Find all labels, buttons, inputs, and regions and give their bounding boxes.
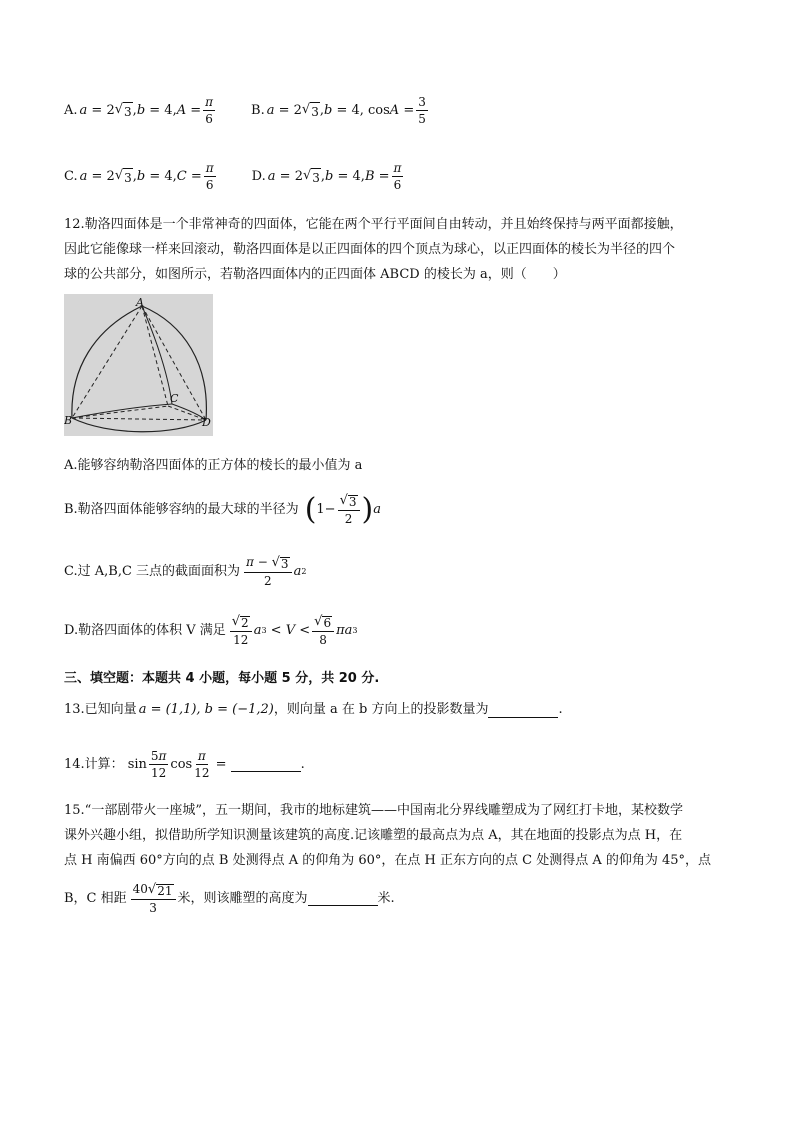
reuleaux-tetrahedron-figure (64, 294, 213, 436)
q12-option-c-prefix: C.过 A,B,C 三点的截面面积为 (64, 563, 241, 579)
q11-options-row-2 (64, 162, 405, 191)
q12-stem-line-1: 12.勒洛四面体是一个非常神奇的四面体，它能在两个平行平面间自由转动，并且始终保持与两平面都接触， (64, 217, 683, 232)
q12-stem-line-3: 球的公共部分，如图所示，若勒洛四面体内的正四面体 ABCD 的棱长为 a，则（ ） (64, 267, 566, 282)
q15-answer-blank[interactable] (308, 891, 378, 906)
q11-options-row-1 (64, 96, 430, 125)
q11-option-d-label: D. (251, 168, 266, 184)
q12-stem-line-2: 因此它能像球一样来回滚动，勒洛四面体是以正四面体的四个顶点为球心，以正四面体的棱长为半径的四个 (64, 242, 676, 257)
q15-line-3: 点 H 南偏西 60°方向的点 B 处测得点 A 的仰角为 60°，在点 H 正东方向的点 C 处测得点 A 的仰角为 45°，点 (64, 853, 712, 868)
q11-option-a-label: A. (64, 102, 78, 118)
q12-option-b: B.勒洛四面体能够容纳的最大球的半径为 ( 1− √ 3 2 ) a (64, 491, 381, 527)
q11-option-b-label: B. (251, 102, 265, 118)
q13-expr: a = (1,1), b = (−1,2) (138, 702, 274, 717)
q15-line-4-suffix: 米，则该雕塑的高度为 (177, 890, 308, 906)
reuleaux-figure-svg (64, 294, 213, 436)
q13-prefix: 13.已知向量 (64, 702, 137, 717)
q15-line-4: B，C 相距 40 √ 21 3 米，则该雕塑的高度为 米. (64, 882, 395, 915)
q11-option-b: B. a = 2 √ 3 , b = 4, cos A = $\frac{3}{5}$ (251, 95, 426, 126)
q11-a-pi: π (205, 95, 214, 109)
q11-option-c-label: C. (64, 168, 78, 184)
figure-label-b: B (64, 414, 73, 427)
q11-option-d: D. a = 2 √ 3 , b = 4, B = $\frac{\pi}{6}$ (251, 161, 402, 192)
q11-option-c: C. a = 2 √ 3 , b = 4, C = $\frac{\pi}{6}$ (64, 161, 214, 192)
q12-option-c: C.过 A,B,C 三点的截面面积为 π − √ 3 2 a 2 (64, 555, 307, 588)
q14-answer-blank[interactable] (231, 757, 301, 772)
q15-line-1: 15.“一部剧带火一座城”，五一期间，我市的地标建筑——中国南北分界线雕塑成为了网红打卡地，某校数学 (64, 803, 683, 818)
q12-option-d: D.勒洛四面体的体积 V 满足 √ 2 12 a 3 < V < √ 6 8 πa 3 (64, 614, 358, 647)
figure-label-d: D (202, 416, 211, 429)
q15-line-4-prefix: B，C 相距 (64, 890, 127, 906)
figure-label-c: C (170, 392, 179, 405)
q12-option-a: A.能够容纳勒洛四面体的正方体的棱长的最小值为 a (64, 458, 363, 473)
q12-option-d-prefix: D.勒洛四面体的体积 V 满足 (64, 622, 226, 638)
q12-option-b-prefix: B.勒洛四面体能够容纳的最大球的半径为 (64, 501, 299, 517)
q11-option-a: A. a = 2 √ 3 , b = 4, A = $\frac{\pi}{6}$ (64, 95, 214, 126)
section-3-header: 三、填空题：本题共 4 小题，每小题 5 分，共 20 分. (64, 671, 380, 686)
q14-prefix: 14.计算： (64, 756, 124, 772)
q13-answer-blank[interactable] (488, 703, 558, 718)
q13-line: 13.已知向量 a = (1,1), b = (−1,2) ，则向量 a 在 b 方向上的投影数量为 . (64, 702, 563, 717)
q13-suffix: ，则向量 a 在 b 方向上的投影数量为 (273, 702, 489, 717)
figure-label-a: A (136, 296, 144, 309)
q14-line: 14.计算： sin $\frac{5\pi}{12}$ cos $\frac{\pi}{12}$ = . (64, 749, 305, 780)
q15-line-2: 课外兴趣小组，拟借助所学知识测量该建筑的高度.记该雕塑的最高点为点 A，其在地面的投影点为点 H，在 (64, 828, 683, 843)
